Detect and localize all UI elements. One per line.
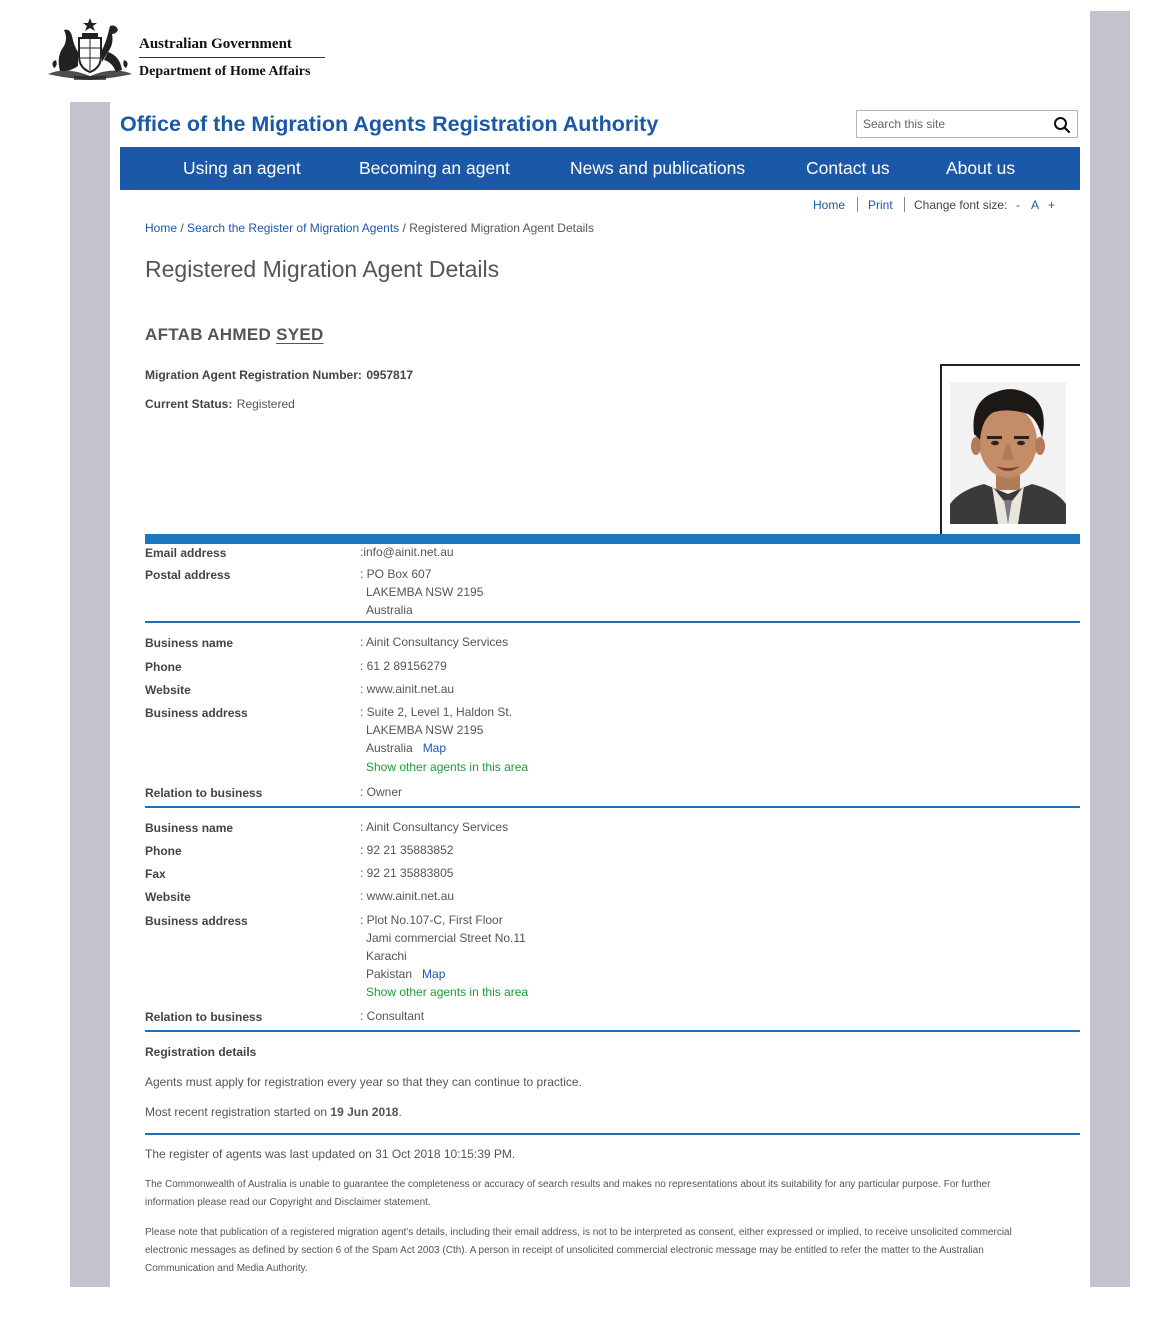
registration-number-row: [145, 366, 413, 384]
map-link[interactable]: Map: [422, 967, 446, 981]
spam-notice-text: [145, 1224, 1080, 1278]
left-rail: [70, 102, 110, 1287]
site-title[interactable]: Office of the Migration Agents Registration Authority: [120, 112, 659, 136]
email-label: Email address: [145, 546, 227, 560]
recent-registration-prefix: Most recent registration started on: [145, 1105, 331, 1119]
util-divider: [857, 197, 858, 212]
business-address-value: [360, 703, 528, 776]
address-line: Jami commercial Street No.11: [366, 931, 526, 945]
util-home-link[interactable]: Home: [813, 198, 846, 212]
agent-photo-frame: [940, 364, 1080, 534]
website-label: Website: [145, 683, 191, 697]
font-reset-button[interactable]: A: [1031, 198, 1040, 212]
disclaimer-text: [145, 1176, 1080, 1212]
breadcrumb-current: Registered Migration Agent Details: [409, 221, 594, 235]
relation-value: : Consultant: [360, 1009, 425, 1023]
font-size-label: Change font size:: [914, 198, 1008, 212]
spam-notice-line: Communication and Media Authority.: [145, 1263, 308, 1274]
registration-number-label: Migration Agent Registration Number:: [145, 368, 362, 382]
breadcrumb-home[interactable]: Home: [145, 221, 178, 235]
util-divider: [904, 197, 905, 212]
relation-label: Relation to business: [145, 1010, 263, 1024]
coat-of-arms-icon: [46, 16, 134, 84]
fax-value: : 92 21 35883805: [360, 866, 454, 880]
search-box: [856, 110, 1078, 138]
status-value: Registered: [236, 397, 295, 411]
phone-label: Phone: [145, 844, 182, 858]
registration-details-heading: Registration details: [145, 1045, 257, 1059]
status-label: Current Status:: [145, 397, 233, 411]
search-icon[interactable]: [1053, 116, 1071, 134]
website-label: Website: [145, 890, 191, 904]
map-link[interactable]: Map: [422, 741, 447, 755]
registration-number-value: 0957817: [366, 368, 414, 382]
last-updated-text: The register of agents was last updated on 31 Oct 2018 10:15:39 PM.: [145, 1147, 516, 1161]
spam-notice-line: electronic messages as defined by section 6 of the Spam Act 2003 (Cth). A person in receipt of unsolicited commercial electronic message may be entitled to refer the matter to the Australian: [145, 1245, 984, 1256]
postal-line: LAKEMBA NSW 2195: [366, 585, 484, 599]
main-nav: [120, 147, 1080, 190]
agent-surname: SYED: [276, 325, 324, 344]
agent-name: [145, 325, 324, 345]
address-line: : Plot No.107-C, First Floor: [360, 913, 503, 927]
section-divider: [145, 1133, 1080, 1135]
status-row: [145, 395, 295, 413]
show-other-agents-link[interactable]: Show other agents in this area: [366, 760, 529, 774]
postal-line: Australia: [366, 603, 413, 617]
disclaimer-line: The Commonwealth of Australia is unable to guarantee the completeness or accuracy of search results and makes no representations about its suitability for any particular purpose. For further: [145, 1179, 991, 1190]
postal-address-label: Postal address: [145, 568, 231, 582]
page-title: Registered Migration Agent Details: [145, 256, 500, 282]
recent-registration: [145, 1105, 402, 1119]
nav-news-and-publications[interactable]: News and publications: [570, 158, 746, 178]
phone-value: : 61 2 89156279: [360, 659, 447, 673]
font-decrease-button[interactable]: -: [1016, 198, 1020, 212]
email-value[interactable]: :info@ainit.net.au: [360, 545, 454, 559]
nav-contact-us[interactable]: Contact us: [806, 158, 890, 178]
business-address-value: [360, 911, 528, 1001]
show-other-agents-link[interactable]: Show other agents in this area: [366, 985, 529, 999]
phone-value: : 92 21 35883852: [360, 843, 454, 857]
recent-registration-date: 19 Jun 2018: [330, 1105, 399, 1119]
section-divider: [145, 806, 1080, 808]
business-address-label: Business address: [145, 706, 248, 720]
address-line: Australia: [366, 741, 413, 755]
recent-registration-suffix: .: [398, 1105, 402, 1119]
breadcrumb: [145, 221, 594, 235]
registration-note: Agents must apply for registration every year so that they can continue to practice.: [145, 1075, 582, 1089]
business-name-label: Business name: [145, 636, 234, 650]
address-line: Pakistan: [366, 967, 413, 981]
postal-line: : PO Box 607: [360, 567, 432, 581]
gov-name: Australian Government: [139, 36, 292, 52]
relation-value: : Owner: [360, 785, 403, 799]
fax-label: Fax: [145, 867, 166, 881]
agent-photo: [950, 382, 1066, 524]
website-value[interactable]: : www.ainit.net.au: [360, 682, 455, 696]
nav-about-us[interactable]: About us: [946, 158, 1016, 178]
disclaimer-line: information please read our Copyright and Disclaimer statement.: [145, 1197, 431, 1208]
business-name-value: : Ainit Consultancy Services: [360, 820, 509, 834]
relation-label: Relation to business: [145, 786, 263, 800]
postal-address-value: [360, 565, 483, 619]
section-divider: [145, 1030, 1080, 1032]
nav-using-an-agent[interactable]: Using an agent: [183, 158, 301, 178]
address-line: Karachi: [366, 949, 407, 963]
right-rail: [1090, 11, 1130, 1287]
breadcrumb-separator: /: [402, 221, 406, 235]
breadcrumb-separator: /: [180, 221, 184, 235]
util-print-link[interactable]: Print: [868, 198, 893, 212]
nav-becoming-an-agent[interactable]: Becoming an agent: [359, 158, 510, 178]
section-divider: [145, 621, 1080, 623]
spam-notice-line: Please note that publication of a registered migration agent's details, including their email address, is not to be interpreted as consent, either expressed or implied, to receive unsolicited commercial: [145, 1227, 1012, 1238]
business-name-label: Business name: [145, 821, 234, 835]
business-address-label: Business address: [145, 914, 248, 928]
gov-divider: [139, 57, 325, 58]
section-band: [145, 534, 1080, 544]
phone-label: Phone: [145, 660, 182, 674]
website-value[interactable]: : www.ainit.net.au: [360, 889, 455, 903]
business-name-value: : Ainit Consultancy Services: [360, 635, 509, 649]
address-line: LAKEMBA NSW 2195: [366, 723, 484, 737]
breadcrumb-search-register[interactable]: Search the Register of Migration Agents: [187, 221, 400, 235]
agent-given-names: AFTAB AHMED: [145, 325, 272, 344]
address-line: : Suite 2, Level 1, Haldon St.: [360, 705, 513, 719]
search-input[interactable]: [861, 116, 1055, 132]
dept-name: Department of Home Affairs: [139, 64, 311, 79]
font-increase-button[interactable]: +: [1048, 198, 1056, 212]
